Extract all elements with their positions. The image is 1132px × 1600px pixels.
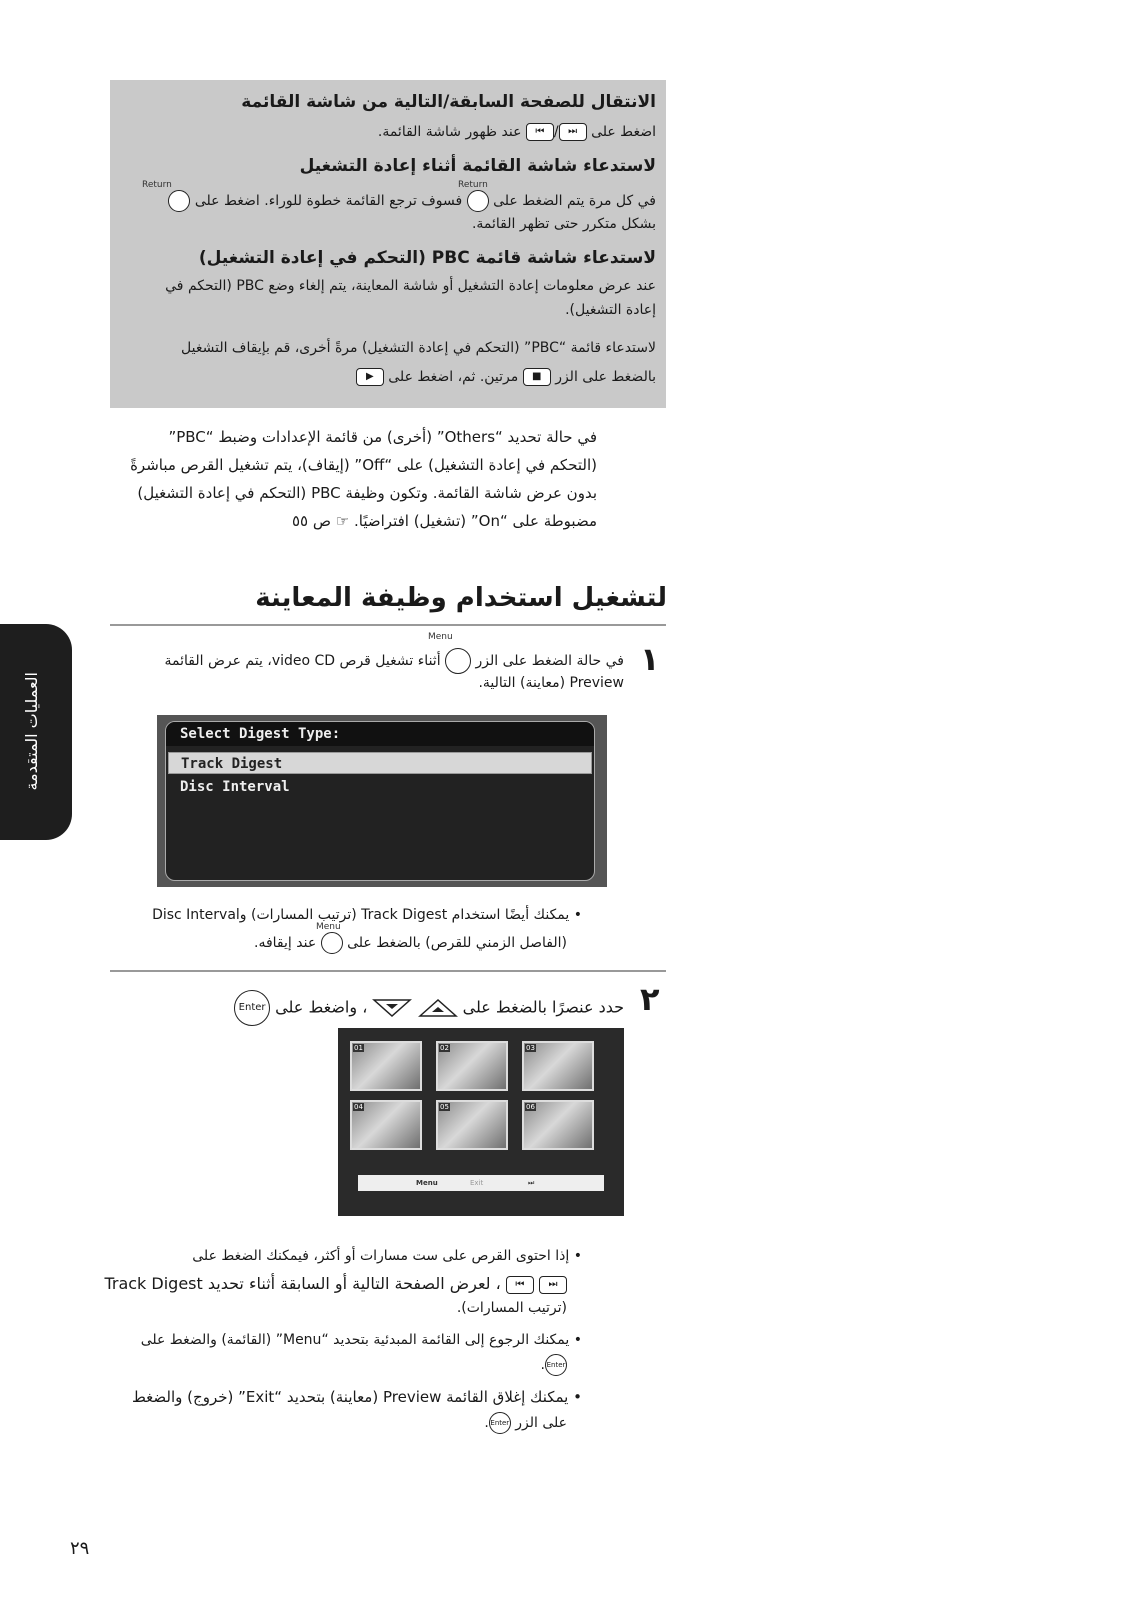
- note-line-1: في حالة تحديد “Others” (أخرى) من قائمة الإعدادات وضبط “PBC”: [168, 428, 597, 446]
- chapter-side-tab: [0, 624, 72, 840]
- menu-label: Menu: [316, 922, 341, 932]
- stop-icon: ■: [523, 368, 551, 386]
- enter-button-icon: Enter: [545, 1354, 567, 1376]
- preview-control-bar: [358, 1175, 604, 1191]
- thumbnail[interactable]: 05: [436, 1100, 508, 1150]
- bullet-1-line-1: • إذا احتوى القرص على ست مسارات أو أكثر، فيمكنك الضغط على: [192, 1248, 582, 1264]
- digest-type-screen: [157, 715, 607, 887]
- preview-next-icon[interactable]: ⏭: [528, 1179, 535, 1187]
- box-text-pbc-4: بالضغط على الزر ■ مرتين. ثم، اضغط على ▶: [356, 368, 656, 386]
- digest-menu-panel: [165, 721, 595, 881]
- bullet-3-line-1: • يمكنك إغلاق القائمة Preview (معاينة) بتحديد “Exit” (خروج) والضغط: [131, 1388, 582, 1406]
- hand-reference-icon: ☞: [335, 512, 350, 530]
- box-text-page-nav: اضغط على ⏭/⏮ عند ظهور شاشة القائمة.: [377, 124, 656, 140]
- enter-button-icon: Enter: [489, 1412, 511, 1434]
- box-heading-page-nav: الانتقال للصفحة السابقة/التالية من شاشة القائمة: [241, 92, 656, 112]
- box-text-pbc-1: عند عرض معلومات إعادة التشغيل أو شاشة المعاينة، يتم إلغاء وضع PBC (التحكم في: [165, 278, 656, 294]
- note-line-4: مضبوطة على “On” (تشغيل) افتراضيًا. ☞ ص ٥٥: [291, 512, 597, 530]
- down-arrow-icon: [372, 997, 412, 1019]
- prev-icon: ⏮: [506, 1276, 534, 1294]
- thumbnail[interactable]: 04: [350, 1100, 422, 1150]
- preview-thumbnail-screen: [338, 1028, 624, 1216]
- bullet-dot: •: [573, 907, 582, 923]
- box-heading-recall-menu: لاستدعاء شاشة القائمة أثناء إعادة التشغيل: [299, 156, 656, 176]
- thumbnail[interactable]: 03: [522, 1041, 594, 1091]
- box-text-pbc-3: لاستدعاء قائمة “PBC” (التحكم في إعادة التشغيل) مرةً أخرى، قم بإيقاف التشغيل: [181, 340, 656, 356]
- digest-option-track[interactable]: Track Digest: [168, 752, 592, 774]
- side-tab-label: العمليات المتقدمة: [22, 672, 41, 791]
- box-heading-pbc: لاستدعاء شاشة قائمة PBC (التحكم في إعادة التشغيل): [198, 248, 656, 268]
- box-text-recall-menu-2: بشكل متكرر حتى تظهر القائمة.: [471, 216, 656, 232]
- up-arrow-icon: [418, 997, 458, 1019]
- step-2-number: ٢: [640, 980, 660, 1018]
- note-line-2: (التحكم في إعادة التشغيل) على “Off” (إيقاف)، يتم تشغيل القرص مباشرةً: [130, 456, 597, 474]
- section-rule: [110, 624, 666, 626]
- return-label: Return: [142, 180, 172, 190]
- menu-button-icon: [321, 932, 343, 954]
- thumbnail[interactable]: 02: [436, 1041, 508, 1091]
- bullet-2-line-2: Enter.: [541, 1354, 567, 1376]
- step-1-text-1: في حالة الضغط على الزر أثناء تشغيل قرص video CD، يتم عرض القائمة: [165, 648, 625, 674]
- preview-exit-button[interactable]: Exit: [470, 1179, 484, 1187]
- step-1-bullet-2: (الفاصل الزمني للقرص) بالضغط على عند إيقافه.: [254, 932, 567, 954]
- play-icon: ▶: [356, 368, 384, 386]
- preview-menu-button[interactable]: Menu: [416, 1179, 438, 1187]
- step-rule: [110, 970, 666, 972]
- box-text-pbc-2: إعادة التشغيل).: [565, 302, 656, 318]
- step-1-text-2: Preview (معاينة) التالية.: [478, 675, 624, 691]
- prev-icon: ⏮: [526, 123, 554, 141]
- bullet-1-line-2: ⏭ ⏮ ، لعرض الصفحة التالية أو السابقة أثناء تحديد Track Digest: [104, 1274, 567, 1294]
- menu-label: Menu: [428, 632, 453, 642]
- box-text-recall-menu: في كل مرة يتم الضغط على فسوف ترجع القائمة خطوة للوراء. اضغط على: [168, 190, 656, 212]
- page-number: ٢٩: [70, 1538, 90, 1559]
- info-box: [110, 80, 666, 408]
- step-1-bullet-1: • يمكنك أيضًا استخدام Track Digest (ترتيب المسارات) وDisc Interval: [152, 907, 582, 923]
- thumbnail[interactable]: 01: [350, 1041, 422, 1091]
- bullet-2-line-1: • يمكنك الرجوع إلى القائمة المبدئية بتحديد “Menu” (القائمة) والضغط على: [140, 1332, 582, 1348]
- note-line-3: بدون عرض شاشة القائمة. وتكون وظيفة PBC (التحكم في إعادة التشغيل): [137, 484, 597, 502]
- return-label: Return: [458, 180, 488, 190]
- menu-button-icon: [445, 648, 471, 674]
- return-button-icon: [168, 190, 190, 212]
- step-1-number: ١: [640, 640, 660, 678]
- enter-button-icon: Enter: [234, 990, 270, 1026]
- bullet-3-line-2: على الزر Enter.: [484, 1412, 567, 1434]
- thumbnail[interactable]: 06: [522, 1100, 594, 1150]
- bullet-1-line-3: (ترتيب المسارات).: [456, 1300, 567, 1316]
- return-button-icon: [467, 190, 489, 212]
- next-icon: ⏭: [559, 123, 587, 141]
- section-title: لتشغيل استخدام وظيفة المعاينة: [255, 583, 667, 613]
- next-icon: ⏭: [539, 1276, 567, 1294]
- digest-option-disc[interactable]: Disc Interval: [180, 779, 290, 795]
- digest-menu-header: Select Digest Type:: [166, 722, 594, 746]
- step-2-text: حدد عنصرًا بالضغط على ، واضغط على Enter: [234, 990, 624, 1026]
